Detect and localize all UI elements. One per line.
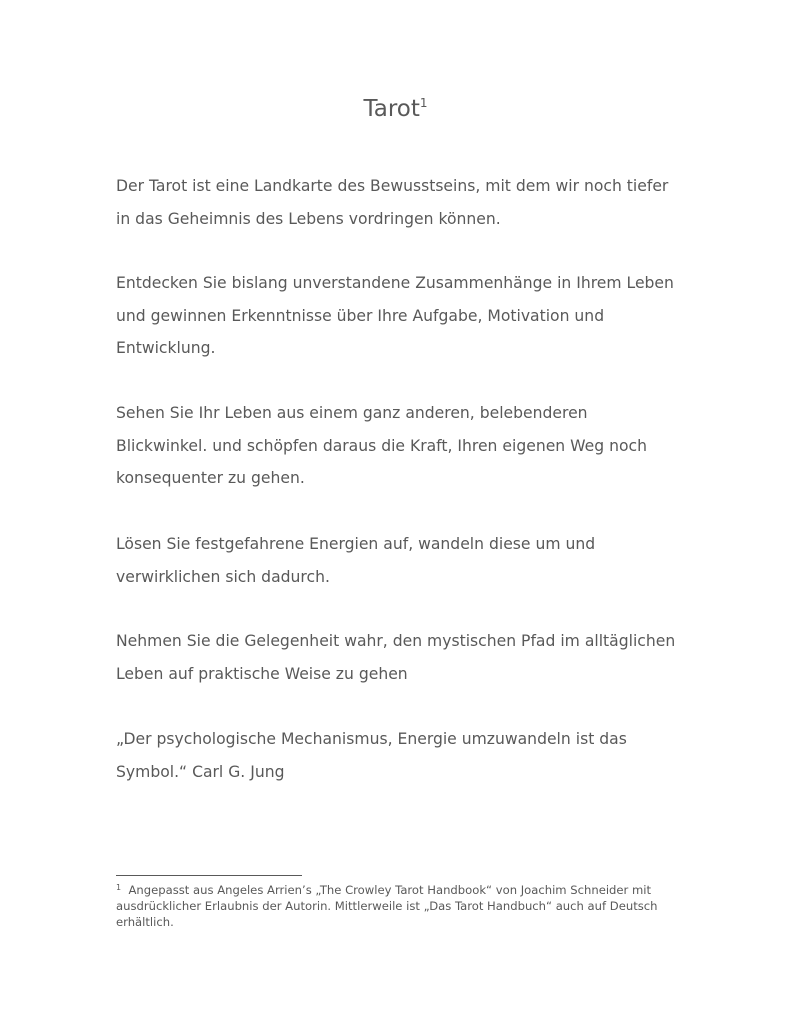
footnote <box>116 882 676 930</box>
paragraph-line: in das Geheimnis des Lebens vordringen können. <box>116 209 501 228</box>
footnote-line <box>116 882 676 898</box>
paragraph-line: Entwicklung. <box>116 339 216 357</box>
paragraph-line: Blickwinkel. und schöpfen daraus die Kraft, Ihren eigenen Weg noch <box>116 436 647 455</box>
footnote-marker: 1 <box>116 883 122 892</box>
title-text: Tarot <box>363 96 420 122</box>
paragraph-5 <box>116 625 688 690</box>
paragraph-line: „Der psychologische Mechanismus, Energie umzuwandeln ist das <box>116 730 627 748</box>
paragraph-1 <box>116 170 688 235</box>
paragraph-line: Sehen Sie Ihr Leben aus einem ganz anderen, belebenderen <box>116 404 588 422</box>
paragraph-line: Entdecken Sie bislang unverstandene Zusammenhänge in Ihrem Leben <box>116 274 674 292</box>
paragraph-line: Symbol.“ Carl G. Jung <box>116 762 285 781</box>
paragraph-line: Der Tarot ist eine Landkarte des Bewusstseins, mit dem wir noch tiefer <box>116 177 669 195</box>
paragraph-line: Lösen Sie festgefahrene Energien auf, wandeln diese um und <box>116 535 596 553</box>
paragraph-4 <box>116 528 688 593</box>
paragraph-line: Nehmen Sie die Gelegenheit wahr, den mystischen Pfad im alltäglichen <box>116 632 676 650</box>
footnote-separator <box>116 875 302 876</box>
title-footnote-marker: 1 <box>419 96 428 110</box>
paragraph-line: Leben auf praktische Weise zu gehen <box>116 664 408 683</box>
page-title <box>0 92 791 126</box>
paragraph-3 <box>116 397 688 495</box>
quote-paragraph <box>116 723 688 788</box>
paragraph-line: konsequenter zu gehen. <box>116 469 305 487</box>
footnote-line-text: Angepasst aus Angeles Arrien’s „The Crowley Tarot Handbook“ von Joachim Schneider mit <box>128 883 652 897</box>
paragraph-2 <box>116 267 688 365</box>
paragraph-line: verwirklichen sich dadurch. <box>116 567 330 586</box>
footnote-line: erhältlich. <box>116 915 174 929</box>
paragraph-line: und gewinnen Erkenntnisse über Ihre Aufgabe, Motivation und <box>116 306 605 325</box>
footnote-line: ausdrücklicher Erlaubnis der Autorin. Mittlerweile ist „Das Tarot Handbuch“ auch auf Deutsch <box>116 899 658 913</box>
